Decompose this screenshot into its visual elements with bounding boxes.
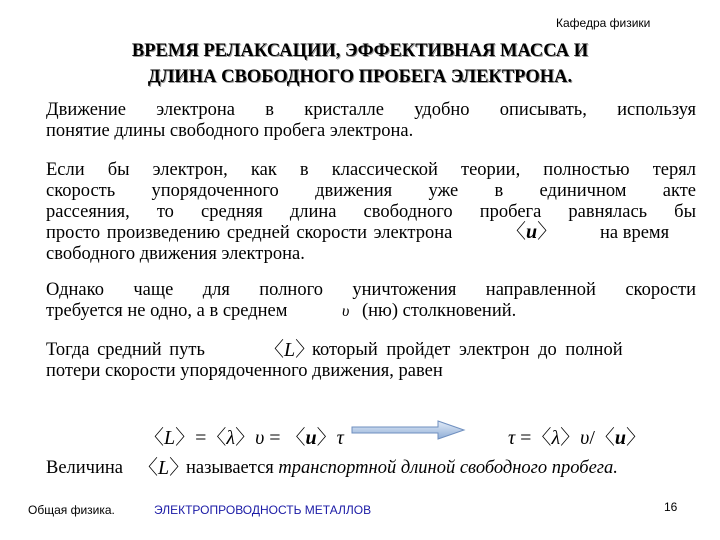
paragraph-2-line-4 [46,223,696,244]
paragraph-4-line-1-end: который пройдет электрон до полной [312,340,623,360]
footer-topic: ЭЛЕКТРОПРОВОДНОСТЬ МЕТАЛЛОВ [154,503,372,517]
equation-mean-path: 〈L〉=〈λ〉υ = 〈u〉τ [144,427,344,449]
equation-relaxation-time: τ =〈λ〉υ/〈u〉 [508,427,646,449]
paragraph-4 [46,340,696,382]
page-number: 16 [664,500,678,514]
paragraph-3-line-2-end: (ню) столкновений. [362,301,517,321]
paragraph-1-line-1: Движение электрона в кристалле удобно описывать, используя [46,100,696,120]
paragraph-2-line-4-end: на время [600,223,670,243]
mean-velocity-symbol: 〈u〉 [506,221,558,243]
footer-course-general: Общая физика. [28,503,115,517]
paragraph-5-called: называется [186,458,274,478]
paragraph-3-line-2-text: требуется не одно, а в среднем [46,301,288,321]
paragraph-5-text-rest [186,458,618,479]
arrow-icon [350,418,468,442]
paragraph-2 [46,160,696,265]
department-header: Кафедра физики [556,16,651,30]
paragraph-5 [46,458,696,479]
paragraph-1-line-2: понятие длины свободного пробега электрона. [46,121,414,141]
paragraph-4-line-1 [46,340,696,361]
slide-title-line-1: ВРЕМЯ РЕЛАКСАЦИИ, ЭФФЕКТИВНАЯ МАССА И [131,41,589,61]
slide-title-line-2: ДЛИНА СВОБОДНОГО ПРОБЕГА ЭЛЕКТРОНА. [147,67,573,87]
mean-path-symbol: 〈L〉 [264,339,316,361]
paragraph-1 [46,100,696,142]
paragraph-2-line-1: Если бы электрон, как в классической теории, полностью терял [46,160,696,180]
nu-symbol: υ [342,303,350,320]
paragraph-2-line-2: скорость упорядоченного движения уже в единичном акте [46,181,696,201]
paragraph-5-text-start: Величина [46,458,123,478]
transport-length-symbol: 〈L〉 [138,457,190,479]
paragraph-4-line-2: потери скорости упорядоченного движения, равен [46,361,443,381]
transport-length-term: транспортной длиной свободного пробега. [278,458,618,478]
paragraph-5-line-1 [46,458,696,479]
paragraph-3-line-1: Однако чаще для полного уничтожения направленной скорости [46,280,696,300]
paragraph-2-line-3: рассеяния, то средняя длина свободного пробега равнялась бы [46,202,696,222]
paragraph-4-line-1-text: Тогда средний путь [46,340,205,360]
paragraph-2-line-4-text: просто произведению средней скорости электрона [46,223,453,243]
paragraph-3 [46,280,696,322]
paragraph-2-line-5: свободного движения электрона. [46,244,305,264]
paragraph-3-line-2 [46,301,696,322]
